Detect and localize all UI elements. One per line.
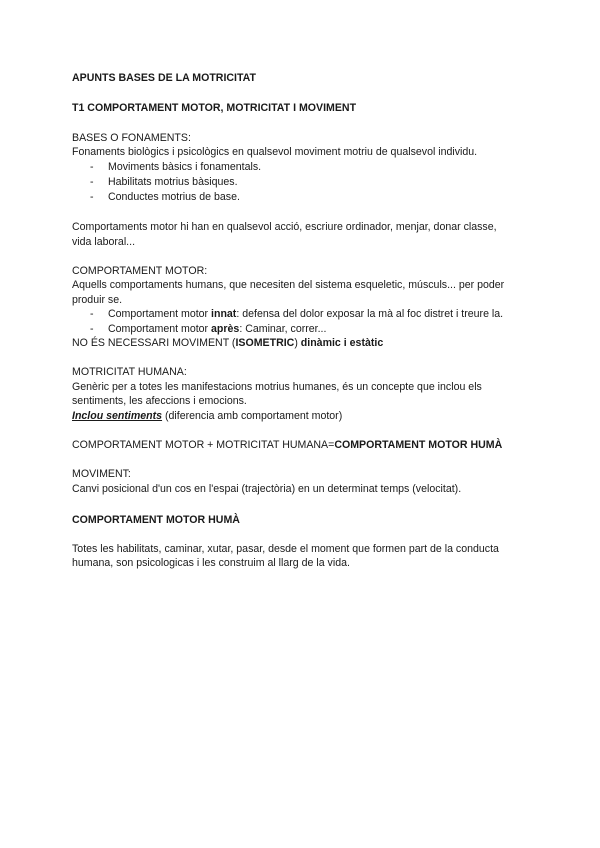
- comport-paragraph-line: vida laboral...: [72, 236, 136, 248]
- huma-line: humana, son psicologicas i les construim al llarg de la vida.: [72, 557, 350, 569]
- bullet-text: Comportament motor innat: defensa del dolor exposar la mà al foc distret i treure la.: [108, 308, 504, 320]
- motricitat-line: sentiments, les afeccions i emocions.: [72, 395, 247, 407]
- bullet-text: Conductes motrius de base.: [108, 191, 240, 203]
- bullet-text: Habilitats motrius bàsiques.: [108, 176, 238, 188]
- bold-term: innat: [211, 308, 237, 320]
- bullet-text: Moviments bàsics i fonamentals.: [108, 161, 262, 173]
- motricitat-heading: MOTRICITAT HUMANA:: [72, 366, 187, 378]
- comport-paragraph-line: Comportaments motor hi han en qualsevol acció, escriure ordinador, menjar, donar classe,: [72, 221, 497, 233]
- emphasis-text: Inclou sentiments: [72, 410, 163, 422]
- doc-title: APUNTS BASES DE LA MOTRICITAT: [72, 72, 257, 84]
- bases-text: Fonaments biològics i psicològics en qualsevol moviment motriu de qualsevol individu.: [72, 146, 478, 158]
- bold-term: après: [211, 323, 240, 335]
- bullet-text: Comportament motor après: Caminar, correr...: [108, 323, 327, 335]
- bullet-dash: -: [90, 176, 94, 188]
- bullet-dash: -: [90, 308, 94, 320]
- moviment-heading: MOVIMENT:: [72, 468, 131, 480]
- bullet-dash: -: [90, 323, 94, 335]
- doc-subtitle: T1 COMPORTAMENT MOTOR, MOTRICITAT I MOVIMENT: [72, 102, 357, 114]
- comportament-motor-line: produir se.: [72, 294, 123, 306]
- motricitat-emphasis: Inclou sentiments (diferencia amb comportament motor): [72, 410, 343, 422]
- comportament-motor-heading: COMPORTAMENT MOTOR:: [72, 265, 208, 277]
- comportament-motor-line: Aquells comportaments humans, que necesiten del sistema esqueletic, músculs... per poder: [72, 279, 505, 291]
- bullet-dash: -: [90, 161, 94, 173]
- bullet-dash: -: [90, 191, 94, 203]
- huma-heading: COMPORTAMENT MOTOR HUMÀ: [72, 514, 240, 526]
- motricitat-line: Genèric per a totes les manifestacions motrius humanes, és un concepte que inclou els: [72, 381, 482, 393]
- bases-heading: BASES O FONAMENTS:: [72, 132, 191, 144]
- movement-note: NO ÉS NECESSARI MOVIMENT (ISOMETRIC) dinàmic i estàtic: [72, 337, 384, 349]
- equation-line: COMPORTAMENT MOTOR + MOTRICITAT HUMANA=COMPORTAMENT MOTOR HUMÀ: [72, 439, 503, 451]
- huma-line: Totes les habilitats, caminar, xutar, pasar, desde el moment que formen part de la conducta: [72, 543, 499, 555]
- moviment-text: Canvi posicional d'un cos en l'espai (trajectòria) en un determinat temps (velocitat).: [72, 483, 462, 495]
